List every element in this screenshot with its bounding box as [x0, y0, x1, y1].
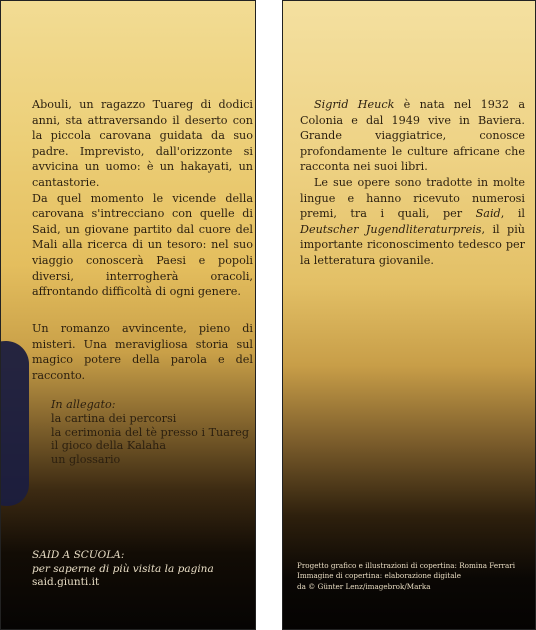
works-text-2: , il	[500, 207, 525, 221]
school-url: said.giunti.it	[32, 576, 100, 588]
right-flap	[282, 0, 536, 630]
attachment-item: la cartina dei percorsi	[51, 411, 177, 425]
school-title: SAID A SCUOLA:	[32, 549, 125, 561]
flap-gap	[256, 0, 282, 630]
attachment-item: il gioco della Kalaha	[51, 439, 167, 453]
credit-line: Progetto grafico e illustrazioni di copertina: Romina Ferrari	[297, 561, 516, 570]
tagline-block	[32, 321, 253, 383]
synopsis-paragraph-2: Da quel momento le vicende della carovana s'intrecciano con quelle di Said, un giovane partito dal cuore del Mali alla ricerca di un tesoro: nel suo viaggio conoscerà Paesi e popoli diversi, interrogherà oracoli, affrontando difficoltà di ogni genere.	[32, 191, 253, 299]
author-bio-text: è nata nel 1932 a Colonia e dal 1949 vive in Baviera. Grande viaggiatrice, conosce profondamente le culture africane che racconta nei suoi libri.	[300, 98, 525, 174]
credit-line: da © Günter Lenz/imagebrok/Marka	[297, 581, 431, 591]
works-title-said: Said	[475, 207, 501, 221]
attachments-heading: In allegato:	[51, 398, 116, 411]
credit-line: Immagine di copertina: elaborazione digitale	[297, 571, 462, 581]
author-works-paragraph	[300, 175, 525, 269]
works-text-3: , il più importante riconoscimento tedesco per la letteratura giovanile.	[300, 222, 525, 267]
author-name: Sigrid Heuck	[314, 98, 395, 111]
left-flap	[0, 0, 256, 630]
cover-figure-fragment	[0, 341, 29, 506]
author-bio-paragraph	[300, 97, 525, 175]
synopsis-block	[32, 97, 253, 300]
author-bio-block	[300, 97, 525, 269]
works-prize-name: Deutscher Jugendliteraturpreis	[300, 222, 482, 236]
works-text-1: Le sue opere sono tradotte in molte lingue e hanno ricevuto numerosi premi, tra i quali, per	[300, 175, 525, 221]
synopsis-paragraph-1: Abouli, un ragazzo Tuareg di dodici anni, sta attraversando il deserto con la piccola carovana guidata da suo padre. Imprevisto, dall'orizzonte si avvicina un uomo: è un hakayati, un cantastorie.	[32, 98, 253, 189]
tagline-paragraph: Un romanzo avvincente, pieno di misteri. Una meravigliosa storia sul magico potere della parola e del racconto.	[32, 322, 253, 382]
school-info	[32, 549, 252, 590]
credits-block	[297, 561, 533, 592]
school-line: per saperne di più visita la pagina	[32, 562, 214, 575]
attachments-list	[51, 398, 251, 467]
attachment-item: la cerimonia del tè presso i Tuareg	[51, 425, 250, 439]
attachment-item: un glossario	[51, 453, 121, 467]
